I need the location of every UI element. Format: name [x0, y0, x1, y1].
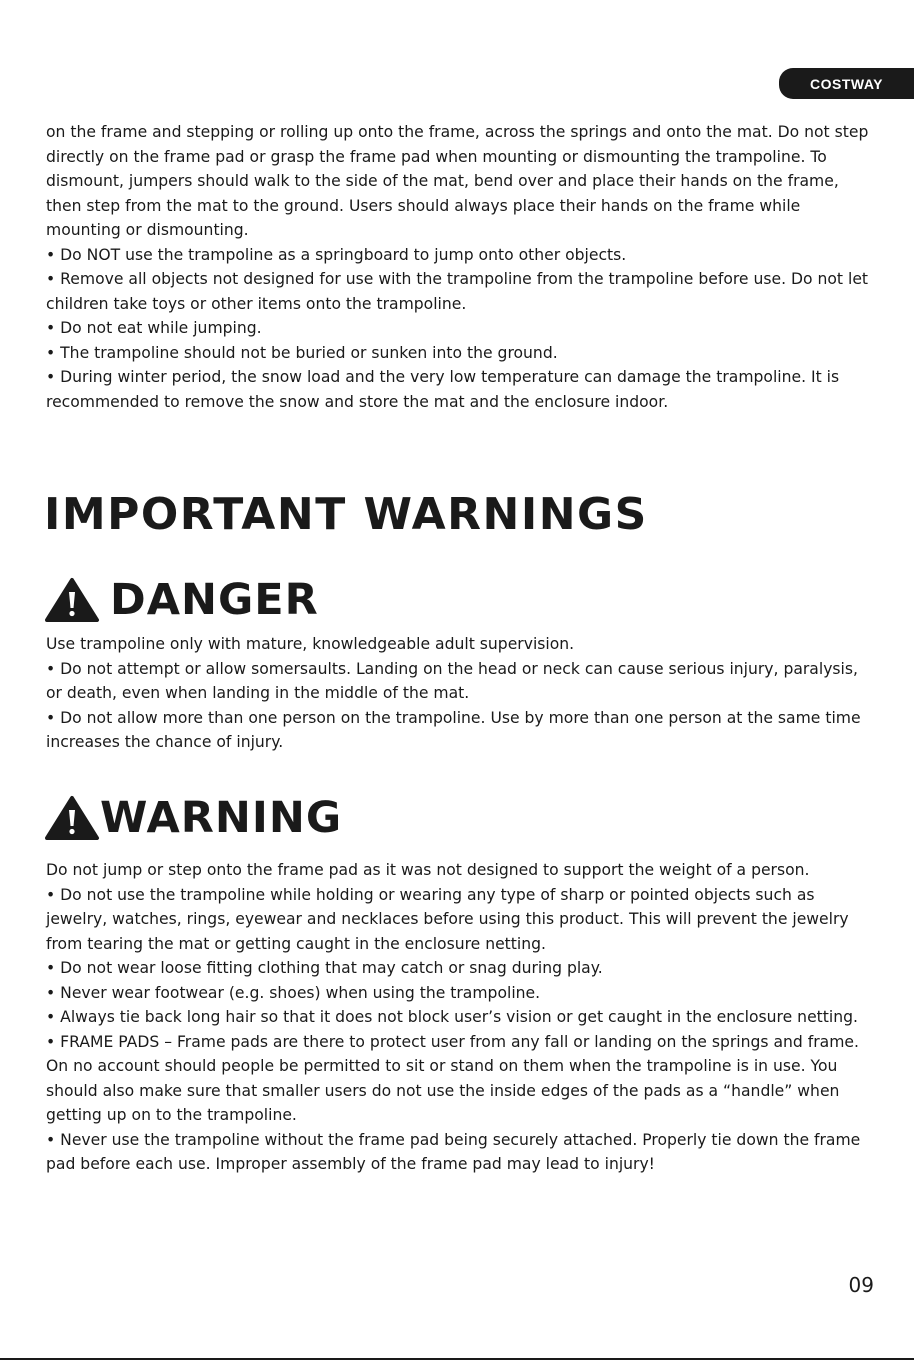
warning-bullet: • FRAME PADS – Frame pads are there to protect user from any fall or landing on the springs and frame. On no account should people be permitted to sit or stand on them when the trampoline is in use. You should also make sure that smaller users do not use the inside edges of the pads as a “handle” when getting up on to the trampoline.: [46, 1032, 859, 1124]
warning-bullet: • Do not use the trampoline while holding or wearing any type of sharp or pointed objects such as jewelry, watches, rings, eyewear and necklaces before using this product. This will prevent the jewelry from tearing the mat or getting caught in the enclosure netting.: [46, 885, 849, 953]
danger-section: [46, 632, 876, 755]
page-number: 09: [848, 1273, 874, 1297]
warning-triangle-icon: [44, 577, 100, 623]
danger-bullet: • Do not allow more than one person on the trampoline. Use by more than one person at the same time increases the chance of injury.: [46, 708, 861, 751]
brand-label: COSTWAY: [810, 75, 883, 92]
warning-heading-text: WARNING: [100, 793, 343, 843]
warning-bullet: • Never wear footwear (e.g. shoes) when using the trampoline.: [46, 983, 541, 1002]
intro-bullet: • Do NOT use the trampoline as a springboard to jump onto other objects.: [46, 245, 627, 264]
main-title: IMPORTANT WARNINGS: [44, 489, 648, 540]
danger-paragraph: Use trampoline only with mature, knowledgeable adult supervision.: [46, 635, 575, 653]
warning-bullet: • Always tie back long hair so that it does not block user’s vision or get caught in the enclosure netting.: [46, 1008, 858, 1026]
warning-triangle-icon: [44, 795, 100, 841]
warning-heading: [44, 790, 342, 846]
warning-paragraph: Do not jump or step onto the frame pad as it was not designed to support the weight of a person.: [46, 861, 810, 879]
bottom-divider: [0, 1358, 914, 1360]
intro-paragraph: on the frame and stepping or rolling up onto the frame, across the springs and onto the mat. Do not step directly on the frame pad or grasp the frame pad when mounting or dismounting the trampoline. To dismount, jumpers should walk to the side of the mat, bend over and place their hands on the frame, then step from the mat to the ground. Users should always place their hands on the frame while mounting or dismounting.: [46, 123, 869, 239]
brand-logo: [779, 68, 914, 99]
danger-bullet: • Do not attempt or allow somersaults. Landing on the head or neck can cause serious injury, paralysis, or death, even when landing in the middle of the mat.: [46, 659, 858, 702]
danger-heading: [44, 572, 319, 628]
warning-section: [46, 858, 876, 1177]
warning-bullet: • Do not wear loose fitting clothing that may catch or snag during play.: [46, 959, 603, 977]
intro-bullet: • Do not eat while jumping.: [46, 319, 262, 337]
warning-bullet: • Never use the trampoline without the frame pad being securely attached. Properly tie down the frame pad before each use. Improper assembly of the frame pad may lead to injury!: [46, 1130, 861, 1173]
intro-section: [46, 120, 876, 414]
intro-bullet: • Remove all objects not designed for use with the trampoline from the trampoline before use. Do not let children take toys or other items onto the trampoline.: [46, 270, 869, 313]
danger-heading-text: DANGER: [110, 575, 319, 625]
intro-bullet: • During winter period, the snow load and the very low temperature can damage the trampoline. It is recommended to remove the snow and store the mat and the enclosure indoor.: [46, 368, 840, 411]
intro-bullet: • The trampoline should not be buried or sunken into the ground.: [46, 343, 558, 362]
